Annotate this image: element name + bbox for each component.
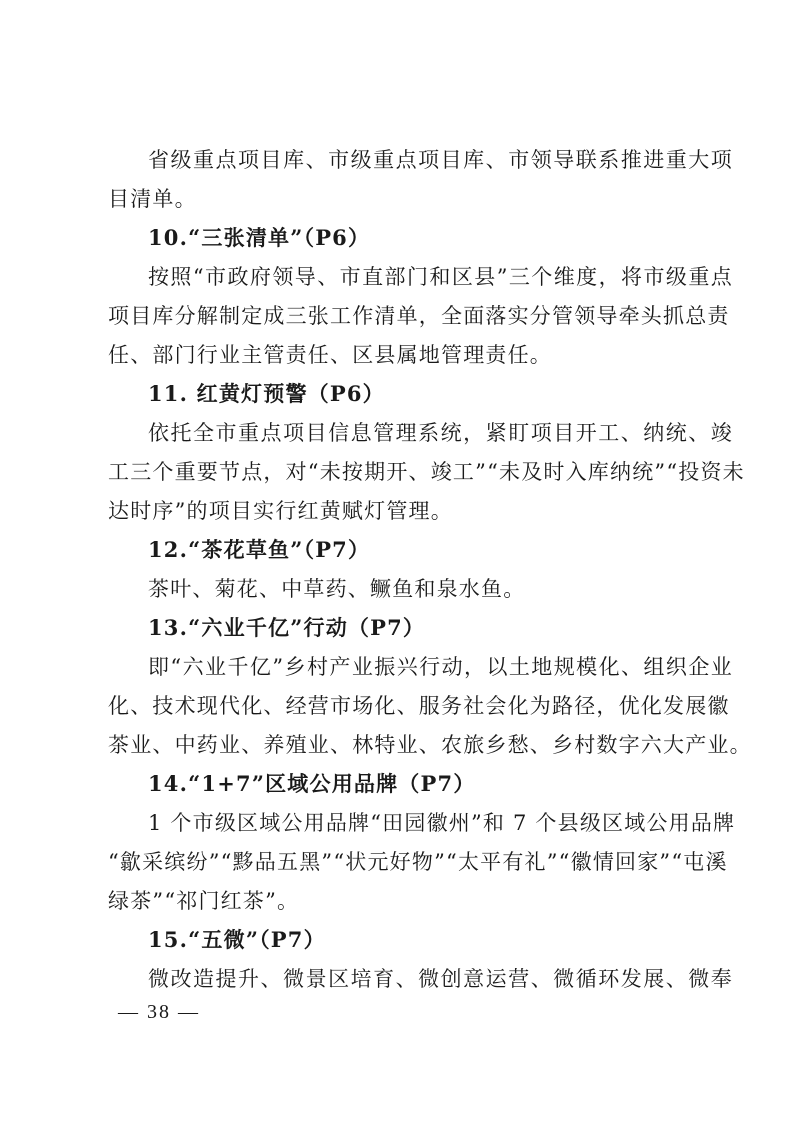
text-line: 省级重点项目库、市级重点项目库、市领导联系推进重大项 xyxy=(148,148,733,172)
text-line: “歙采缤纷”“黟品五黑”“状元好物”“太平有礼”“徽情回家”“屯溪 xyxy=(108,850,728,874)
text-line: 茶叶、菊花、中草药、鳜鱼和泉水鱼。 xyxy=(148,577,526,601)
text-line: 茶业、中药业、养殖业、林特业、农旅乡愁、乡村数字六大产业。 xyxy=(108,733,752,757)
text-line: 化、技术现代化、经营市场化、服务社会化为路径，优化发展徽 xyxy=(108,694,730,718)
text-line: 任、部门行业主管责任、区县属地管理责任。 xyxy=(108,343,552,367)
page-number: — 38 — xyxy=(118,1001,200,1023)
text-line: 达时序”的项目实行红黄赋灯管理。 xyxy=(108,499,453,523)
text-line: 绿茶”“祁门红茶”。 xyxy=(108,889,300,913)
text-line: 目清单。 xyxy=(108,187,197,211)
text-line: 微改造提升、微景区培育、微创意运营、微循环发展、微奉 xyxy=(148,967,733,991)
text-line: 依托全市重点项目信息管理系统，紧盯项目开工、纳统、竣 xyxy=(148,421,733,445)
section-heading-15: 15.“五微”（P7） xyxy=(148,927,326,952)
text-line: 项目库分解制定成三张工作清单，全面落实分管领导牵头抓总责 xyxy=(108,304,730,328)
text-line: 1 个市级区域公用品牌“田园徽州”和 7 个县级区域公用品牌 xyxy=(148,811,736,835)
text-line: 工三个重要节点，对“未按期开、竣工”“未及时入库纳统”“投资未 xyxy=(108,460,745,484)
section-heading-10: 10.“三张清单”（P6） xyxy=(148,225,371,250)
text-line: 按照“市政府领导、市直部门和区县”三个维度，将市级重点 xyxy=(148,265,733,289)
section-heading-11: 11. 红黄灯预警（P6） xyxy=(148,381,385,406)
section-heading-13: 13.“六业千亿”行动（P7） xyxy=(148,615,426,640)
text-line: 即“六业千亿”乡村产业振兴行动，以土地规模化、组织企业 xyxy=(148,655,733,679)
section-heading-12: 12.“茶花草鱼”（P7） xyxy=(148,537,371,562)
section-heading-14: 14.“1+7”区域公用品牌（P7） xyxy=(148,771,476,796)
